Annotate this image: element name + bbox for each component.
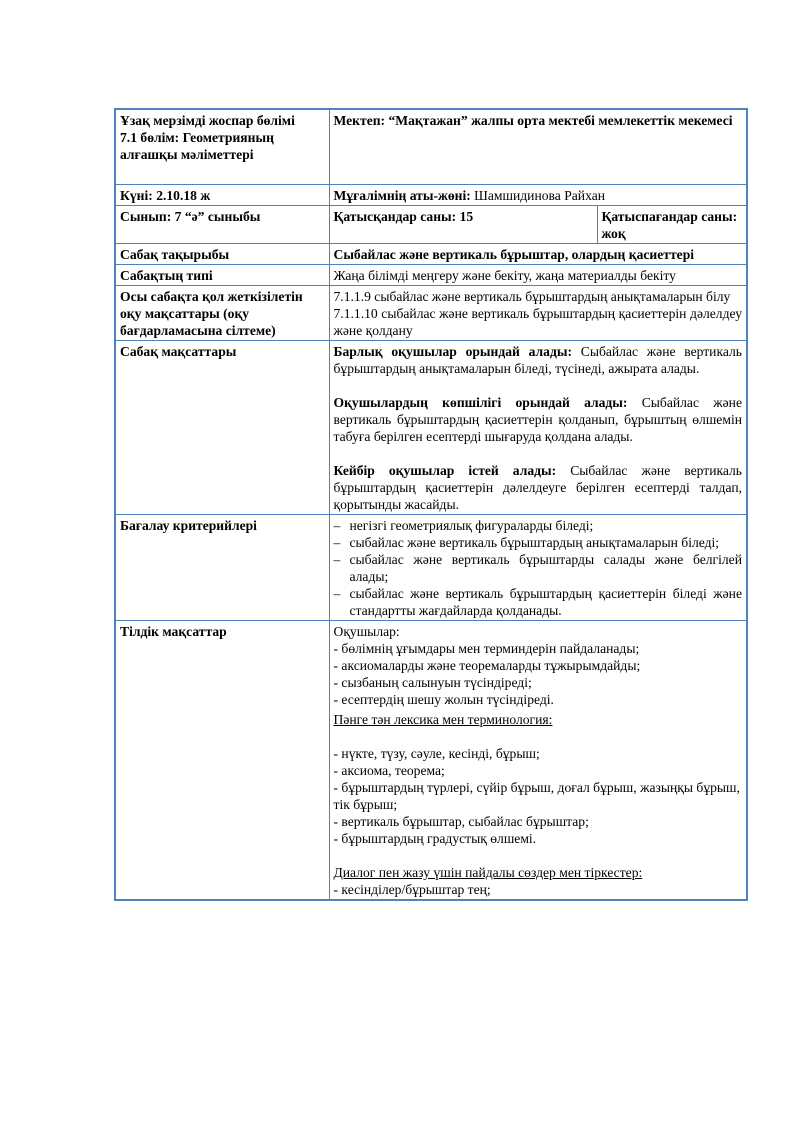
date-cell: Күні: 2.10.18 ж	[115, 185, 329, 206]
criteria-item: – сыбайлас және вертикаль бұрыштарды салады және белгілей алады;	[334, 551, 743, 585]
criteria-value	[329, 515, 747, 621]
lexicon-heading: Пәнге тән лексика мен терминология:	[333, 712, 553, 727]
goal-lead: Оқушылардың көпшілігі орындай алады:	[333, 395, 628, 410]
goal-lead: Кейбір оқушылар істей алады:	[333, 463, 557, 478]
lexicon-item: - нүкте, түзу, сәуле, кесінді, бұрыш;	[333, 746, 540, 761]
language-item: - есептердің шешу жолын түсіндіреді.	[333, 692, 554, 707]
objectives-value	[329, 286, 747, 341]
language-label: Тілдік мақсаттар	[115, 621, 329, 901]
goal-item	[334, 462, 743, 513]
goal-text: Сыбайлас және вертикаль бұрыштардың анықтамаларын біледі, түсінеді, ажырата алады.	[333, 344, 742, 376]
type-label: Сабақтың типі	[115, 265, 329, 286]
language-item: - сызбаның салынуын түсіндіреді;	[333, 675, 532, 690]
section-line1: Ұзақ мерзімді жоспар бөлімі	[120, 113, 295, 128]
goal-item	[334, 394, 743, 445]
goal-text: Сыбайлас және вертикаль бұрыштардың қасиеттерін дәлелдеуге берілген есептерді талдап, қорытынды жасайды.	[333, 463, 742, 512]
header-row	[115, 109, 747, 185]
criteria-item: – негізгі геометриялық фигураларды біледі;	[334, 517, 743, 534]
goals-row	[115, 341, 747, 515]
objectives-label: Осы сабақта қол жеткізілетін оқу мақсаттары (оқу бағдарламасына сілтеме)	[115, 286, 329, 341]
section-line2: 7.1 бөлім: Геометрияның алғашқы мәліметтері	[120, 130, 274, 162]
topic-row	[115, 244, 747, 265]
topic-label: Сабақ тақырыбы	[115, 244, 329, 265]
lexicon-item: - вертикаль бұрыштар, сыбайлас бұрыштар;	[333, 814, 589, 829]
class-row	[115, 206, 747, 244]
dialog-heading: Диалог пен жазу үшін пайдалы сөздер мен тіркестер:	[333, 865, 643, 880]
criteria-label: Бағалау критерийлері	[115, 515, 329, 621]
dialog-item: - кесінділер/бұрыштар тең;	[333, 882, 491, 897]
date-row	[115, 185, 747, 206]
criteria-item: – сыбайлас және вертикаль бұрыштардың анықтамаларын біледі;	[334, 534, 743, 551]
section-cell	[115, 109, 329, 185]
language-item: - аксиомаларды және теоремаларды тұжырымдайды;	[333, 658, 641, 673]
school-cell: Мектеп: “Мақтажан” жалпы орта мектебі мемлекеттік мекемесі	[329, 109, 747, 185]
type-row	[115, 265, 747, 286]
goal-text: Сыбайлас және вертикаль бұрыштардың қасиеттерін қолданып, бұрыштың өлшемін табуға берілген есептерді шығаруда қолдана алады.	[333, 395, 742, 444]
language-intro: Оқушылар:	[333, 624, 400, 639]
language-row	[115, 621, 747, 901]
teacher-cell	[329, 185, 747, 206]
lexicon-item: - аксиома, теорема;	[333, 763, 445, 778]
objective-item: 7.1.1.9 сыбайлас және вертикаль бұрыштардың анықтамаларын білу	[333, 289, 731, 304]
type-value: Жаңа білімді меңгеру және бекіту, жаңа материалды бекіту	[329, 265, 747, 286]
absent-cell: Қатыспағандар саны: жоқ	[597, 206, 747, 244]
language-item: - бөлімнің ұғымдары мен терминдерін пайдаланады;	[333, 641, 640, 656]
present-cell: Қатысқандар саны: 15	[329, 206, 597, 244]
goal-item	[334, 343, 743, 377]
teacher-name: Шамшидинова Райхан	[470, 188, 605, 203]
criteria-row	[115, 515, 747, 621]
lesson-plan-table	[114, 108, 748, 901]
topic-value: Сыбайлас және вертикаль бұрыштар, олардың қасиеттері	[329, 244, 747, 265]
criteria-item: – сыбайлас және вертикаль бұрыштардың қасиеттерін біледі және стандартты жағдайларда қолданады.	[334, 585, 743, 619]
class-cell: Сынып: 7 “ә” сыныбы	[115, 206, 329, 244]
goal-lead: Барлық оқушылар орындай алады:	[333, 344, 572, 359]
objective-item: 7.1.1.10 сыбайлас және вертикаль бұрыштардың қасиеттерін дәлелдеу және қолдану	[333, 306, 742, 338]
goals-value	[329, 341, 747, 515]
objectives-row	[115, 286, 747, 341]
goals-label: Сабақ мақсаттары	[115, 341, 329, 515]
language-value	[329, 621, 747, 901]
teacher-label: Мұғалімнің аты-жөні:	[333, 188, 471, 203]
lexicon-item: - бұрыштардың градустық өлшемі.	[333, 831, 537, 846]
lexicon-item: - бұрыштардың түрлері, сүйір бұрыш, доғал бұрыш, жазыңқы бұрыш, тік бұрыш;	[333, 780, 740, 812]
criteria-list	[334, 517, 743, 619]
